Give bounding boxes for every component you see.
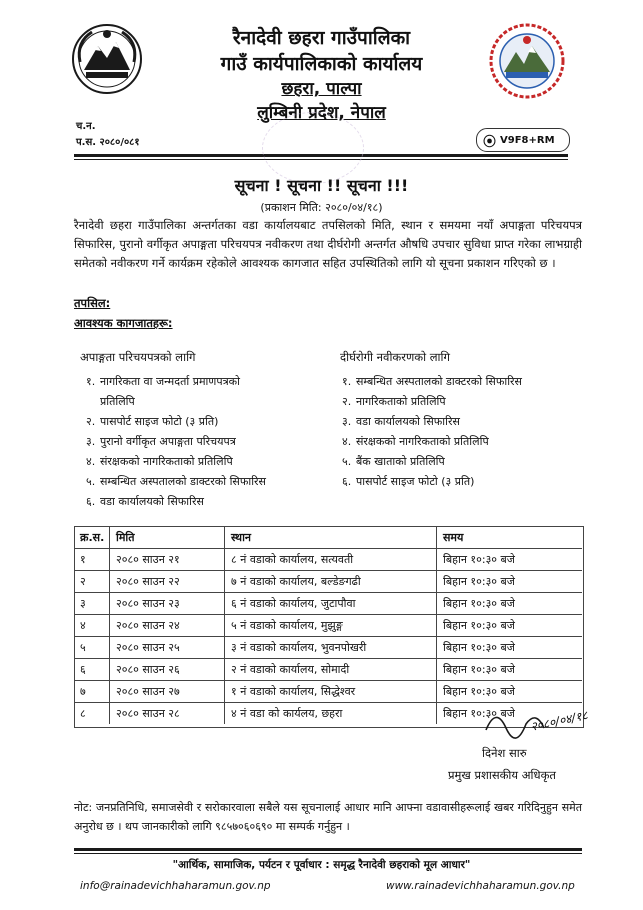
doc-list-number: १. bbox=[86, 375, 96, 388]
location-pin-icon: ⦿ bbox=[483, 134, 497, 150]
doc-list-item bbox=[342, 392, 582, 412]
doc-list-text: वडा कार्यालयको सिफारिस bbox=[100, 495, 204, 508]
doc-list-text: संरक्षकको नागरिकताको प्रतिलिपि bbox=[356, 435, 489, 448]
doc-list-item bbox=[86, 372, 326, 392]
doc-list-number bbox=[86, 392, 100, 412]
table-cell: ८ bbox=[74, 703, 110, 724]
footer-slogan: "आर्थिक, सामाजिक, पर्यटन र पूर्वाधार : समृद्ध रैनादेवी छहराको मूल आधार" bbox=[172, 859, 471, 871]
signature-date: २०८०/०४/१८ bbox=[529, 708, 589, 734]
doc-list-number: ५. bbox=[86, 475, 96, 488]
table-row bbox=[74, 593, 582, 615]
doc-list-number: ४. bbox=[342, 435, 352, 448]
table-cell: २०८० साउन २८ bbox=[110, 703, 225, 724]
table-cell: २०८० साउन २३ bbox=[110, 593, 225, 614]
table-cell: ३ bbox=[74, 593, 110, 614]
table-header-row bbox=[74, 527, 582, 549]
address-line: छहरा, पाल्पा bbox=[281, 79, 362, 99]
notice-body: रैनादेवी छहरा गाउँपालिका अन्तर्गतका वडा कार्यालयबाट तपसिलको मिति, स्थान र समयमा नयाँ अपाङ्गता परिचयपत्र सिफारिस, पुरानो वर्गीकृत अपाङ्गता परिचयपत्र नवीकरण तथा दीर्घरोगी अन्तर्गत औषधि उपचार सुविधा प्राप्त गरेका लाभग्राही समेतको नवीकरण गर्ने कार्यक्रम रहेकोले आवश्यक कागजात सहित उपस्थितिको लागि यो सूचना प्रकाशन गरिएको छ । bbox=[74, 218, 582, 270]
doc-list-number: ५. bbox=[342, 455, 352, 468]
tapsil-label: तपसिल: bbox=[74, 296, 111, 310]
table-cell: बिहान १०:३० बजे bbox=[443, 619, 515, 632]
doc-list-text: प्रतिलिपि bbox=[100, 395, 135, 408]
table-cell: २ नं वडाको कार्यालय, सोमादी bbox=[225, 659, 437, 680]
plus-code-badge[interactable] bbox=[476, 128, 570, 152]
doc-list-text: नागरिकताको प्रतिलिपि bbox=[356, 395, 446, 408]
doc-list-item bbox=[86, 472, 326, 492]
doc-list-item bbox=[86, 412, 326, 432]
table-cell: बिहान १०:३० बजे bbox=[443, 641, 515, 654]
signatory-title: प्रमुख प्रशासकीय अधिकृत bbox=[448, 768, 556, 782]
doc-list-item bbox=[342, 452, 582, 472]
doc-list-item bbox=[342, 372, 582, 392]
doc-list-number: ३. bbox=[342, 415, 352, 428]
table-cell: ६ नं वडाको कार्यालय, जुटापौवा bbox=[225, 593, 437, 614]
footer-rule-thin bbox=[74, 853, 582, 854]
required-docs-label: आवश्यक कागजातहरू: bbox=[74, 316, 173, 330]
doc-list-item bbox=[86, 452, 326, 472]
table-cell: १ bbox=[74, 549, 110, 570]
doc-list-text: वडा कार्यालयको सिफारिस bbox=[356, 415, 460, 428]
table-cell: बिहान १०:३० बजे bbox=[443, 663, 515, 676]
table-row bbox=[74, 637, 582, 659]
doc-list-item bbox=[342, 472, 582, 492]
municipality-seal-logo bbox=[488, 22, 566, 100]
ps-label: प.स. २०८०/०८१ bbox=[76, 137, 140, 148]
table-cell: बिहान १०:३० बजे bbox=[443, 707, 515, 720]
signatory-name: दिनेश सारु bbox=[482, 746, 527, 760]
doc-list-item bbox=[86, 432, 326, 452]
table-cell: बिहान १०:३० बजे bbox=[443, 575, 515, 588]
ref-label: च.न. bbox=[76, 121, 96, 132]
table-cell: ४ नं वडा को कार्यलय, छहरा bbox=[225, 703, 437, 724]
doc-list-number: ६. bbox=[342, 475, 352, 488]
table-header-cell: मिति bbox=[110, 527, 225, 548]
chronic-heading: दीर्घरोगी नवीकरणको लागि bbox=[340, 350, 450, 364]
doc-list-item bbox=[342, 432, 582, 452]
doc-list-text: पासपोर्ट साइज फोटो (३ प्रति) bbox=[356, 475, 475, 488]
doc-list-text: पासपोर्ट साइज फोटो (३ प्रति) bbox=[100, 415, 219, 428]
table-cell: २०८० साउन २५ bbox=[110, 637, 225, 658]
doc-list-item bbox=[86, 392, 326, 412]
doc-list-number: २. bbox=[86, 415, 96, 428]
disability-docs-list bbox=[86, 372, 326, 512]
table-cell: ५ नं वडाको कार्यालय, मुझुङ्ग bbox=[225, 615, 437, 636]
table-cell: ३ नं वडाको कार्यालय, भुवनपोखरी bbox=[225, 637, 437, 658]
table-cell: बिहान १०:३० बजे bbox=[443, 553, 515, 566]
disability-heading: अपाङ्गता परिचयपत्रको लागि bbox=[80, 350, 196, 364]
footer-rule-thick bbox=[74, 848, 582, 851]
doc-list-text: बैंक खाताको प्रतिलिपि bbox=[356, 455, 445, 468]
table-cell: १ नं वडाको कार्यालय, सिद्धेश्वर bbox=[225, 681, 437, 702]
doc-list-text: सम्बन्धित अस्पतालको डाक्टरको सिफारिस bbox=[356, 375, 522, 388]
doc-list-item bbox=[342, 412, 582, 432]
org-name: रैनादेवी छहरा गाउँपालिका bbox=[232, 27, 411, 49]
table-row bbox=[74, 615, 582, 637]
table-row bbox=[74, 571, 582, 593]
doc-list-text: संरक्षकको नागरिकताको प्रतिलिपि bbox=[100, 455, 233, 468]
doc-list-text: सम्बन्धित अस्पतालको डाक्टरको सिफारिस bbox=[100, 475, 266, 488]
table-header-cell: स्थान bbox=[225, 527, 437, 548]
doc-list-number: १. bbox=[342, 375, 352, 388]
table-cell: २०८० साउन २६ bbox=[110, 659, 225, 680]
table-cell: २०८० साउन २७ bbox=[110, 681, 225, 702]
doc-list-text: पुरानो वर्गीकृत अपाङ्गता परिचयपत्र bbox=[100, 435, 236, 448]
table-row bbox=[74, 549, 582, 571]
table-header-cell: क्र.स. bbox=[74, 527, 110, 548]
table-cell: ७ नं वडाको कार्यालय, बल्डेङगढी bbox=[225, 571, 437, 592]
doc-list-number: ६. bbox=[86, 495, 96, 508]
table-cell: २ bbox=[74, 571, 110, 592]
doc-list-text: नागरिकता वा जन्मदर्ता प्रमाणपत्रको bbox=[100, 375, 240, 388]
publication-date: (प्रकाशन मिति: २०८०/०४/१८) bbox=[260, 201, 383, 214]
table-cell: ५ bbox=[74, 637, 110, 658]
table-cell: बिहान १०:३० बजे bbox=[443, 685, 515, 698]
plus-code-text: V9F8+RM bbox=[500, 134, 555, 146]
table-cell: २०८० साउन २२ bbox=[110, 571, 225, 592]
doc-list-number: ४. bbox=[86, 455, 96, 468]
chronic-docs-list bbox=[342, 372, 582, 492]
doc-list-item bbox=[86, 492, 326, 512]
notice-title: सूचना ! सूचना !! सूचना !!! bbox=[234, 176, 409, 195]
table-cell: ८ नं वडाको कार्यालय, सत्यवती bbox=[225, 549, 437, 570]
footer-website[interactable]: www.rainadevichhaharamun.gov.np bbox=[386, 880, 575, 892]
table-cell: २०८० साउन २१ bbox=[110, 549, 225, 570]
office-name: गाउँ कार्यपालिकाको कार्यालय bbox=[220, 53, 423, 75]
table-header-cell: समय bbox=[443, 531, 464, 544]
doc-list-number: ३. bbox=[86, 435, 96, 448]
footer-email[interactable]: info@rainadevichhaharamun.gov.np bbox=[80, 880, 271, 892]
table-cell: बिहान १०:३० बजे bbox=[443, 597, 515, 610]
table-cell: २०८० साउन २४ bbox=[110, 615, 225, 636]
table-cell: ६ bbox=[74, 659, 110, 680]
province-line: लुम्बिनी प्रदेश, नेपाल bbox=[257, 103, 386, 123]
table-cell: ४ bbox=[74, 615, 110, 636]
table-cell: ७ bbox=[74, 681, 110, 702]
footer-note: नोट: जनप्रतिनिधि, समाजसेवी र सरोकारवाला सबैले यस सूचनालाई आधार मानि आफ्ना वडावासीहरूलाई खबर गरिदिनुहुन समेत अनुरोध छ । थप जानकारीको लागि ९८५७०६०६९० मा सम्पर्क गर्नुहुन । bbox=[74, 801, 582, 833]
table-row bbox=[74, 659, 582, 681]
doc-list-number: २. bbox=[342, 395, 352, 408]
